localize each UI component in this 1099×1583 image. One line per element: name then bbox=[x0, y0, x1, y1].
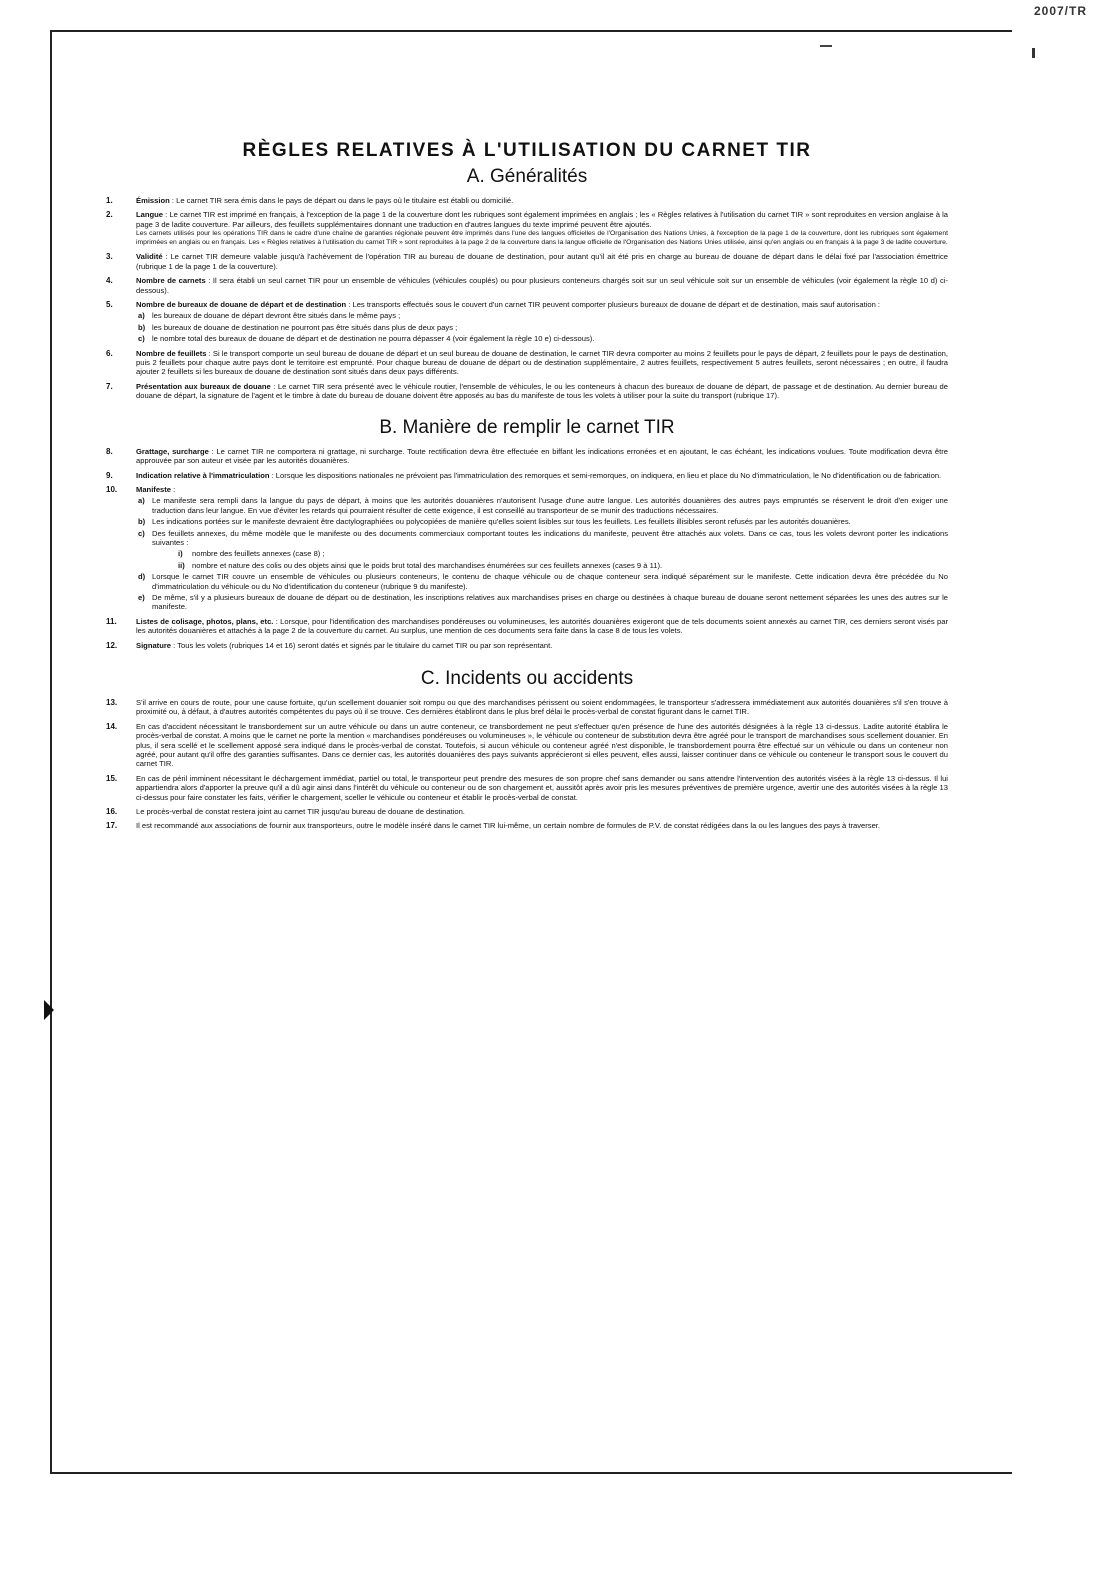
sub-item bbox=[138, 529, 948, 571]
rule-item bbox=[106, 252, 948, 271]
rule-text: : Le carnet TIR sera émis dans le pays de départ ou dans le pays où le titulaire est établi ou domicilié. bbox=[169, 196, 514, 205]
rule-title: Émission bbox=[136, 196, 170, 205]
rule-text: : Le carnet TIR est imprimé en français, à l'exception de la page 1 de la couverture dont les rubriques sont également imprimées en anglais ; les « Règles relatives à l'utilisation du carnet TIR » sont reproduites en version anglaise à la page 3 de ladite couverture. Par ailleurs, des feuillets supplémentaires donnant une traduction en d'autres langues du texte imprimé peuvent être ajoutés. bbox=[136, 210, 948, 229]
sub-letter: c) bbox=[138, 334, 145, 344]
top-dash-mark bbox=[820, 45, 832, 47]
rule-number: 1. bbox=[106, 196, 113, 205]
sub-text: les bureaux de douane de départ devront être situés dans le même pays ; bbox=[152, 311, 401, 321]
rule-item bbox=[106, 774, 948, 802]
rule-text: S'il arrive en cours de route, pour une cause fortuite, qu'un scellement douanier soit rompu ou que des marchandises périssent ou soient endommagées, le transporteur s'adressera immédiatement aux autorités douanières s'il s'en trouve à proximité ou, à défaut, à d'autres autorités compétentes du pays où il se trouve. Ces dernières établiront dans le plus bref délai le procès-verbal de constat figurant dans le carnet TIR. bbox=[136, 698, 948, 717]
rule-item bbox=[106, 698, 948, 717]
sub-item bbox=[138, 496, 948, 515]
side-arrow-icon bbox=[44, 1000, 54, 1020]
rule-text: : Lorsque, pour l'identification des marchandises pondéreuses ou volumineuses, les autorités douanières exigeront que de tels documents soient annexés au carnet TIR, ces derniers seront visés par les autorités douanières et attachés à la page 2 de la couverture du carnet. Au surplus, une mention de ces documents sera faite dans la case 8 de tous les volets. bbox=[136, 616, 948, 636]
subsub-item bbox=[178, 549, 948, 558]
rule-item bbox=[106, 617, 948, 636]
rule-title: Grattage, surcharge bbox=[136, 446, 209, 456]
rule-item bbox=[106, 300, 948, 344]
subsub-text: nombre des feuillets annexes (case 8) ; bbox=[192, 549, 325, 559]
rule-body bbox=[136, 471, 948, 480]
rule-title: Signature bbox=[136, 640, 172, 650]
sub-letter: d) bbox=[138, 572, 146, 582]
rule-text: : Tous les volets (rubriques 14 et 16) seront datés et signés par le titulaire du carnet TIR ou par son représentant. bbox=[171, 640, 553, 650]
rule-item bbox=[106, 471, 948, 480]
subsub-text: nombre et nature des colis ou des objets ainsi que le poids brut total des marchandises énumérées sur ces feuillets annexes (cases 9 à 11). bbox=[192, 560, 663, 570]
rule-title: Présentation aux bureaux de douane bbox=[136, 381, 271, 391]
rule-text: : Si le transport comporte un seul bureau de douane de départ et un seul bureau de douane de destination, le carnet TIR devra comporter au moins 2 feuillets pour le pays de départ, 2 feuillets pour le pays de destination, puis 2 feuillets pour chaque autre pays dont le territoire est emprunté. Pour chaque bureau de douane de départ ou de destination supplémentaire, 2 autres feuillets, respectivement 5 autres feuillets, seront nécessaires ; en outre, il faudra ajouter 2 feuillets si les bureaux de douane de destination sont situés dans deux pays différents. bbox=[136, 348, 949, 377]
rule-item bbox=[106, 382, 948, 401]
subsub-number: ii) bbox=[178, 560, 185, 570]
section-heading: B. Manière de remplir le carnet TIR bbox=[379, 416, 675, 438]
sub-item bbox=[138, 593, 948, 612]
rule-body bbox=[136, 774, 948, 802]
document-title: RÈGLES RELATIVES À L'UTILISATION DU CARNET TIR bbox=[242, 140, 812, 161]
rule-text: Il est recommandé aux associations de fournir aux transporteurs, outre le modèle inséré dans le carnet TIR lui-même, un certain nombre de formules de P.V. de constat rédigées dans la ou les langues des pays à traverser. bbox=[136, 821, 881, 831]
rule-title: Langue bbox=[136, 210, 164, 220]
corner-mark: 2007/TR bbox=[1033, 4, 1087, 18]
rule-title: Manifeste bbox=[136, 484, 172, 494]
sub-text: De même, s'il y a plusieurs bureaux de douane de départ ou de destination, les inscriptions relatives aux marchandises prises en charge ou destinées à chaque bureau de douane seront nettement séparées les unes des autres sur le manifeste. bbox=[152, 592, 948, 612]
sub-letter: c) bbox=[138, 528, 145, 538]
sub-item bbox=[138, 517, 948, 526]
rule-text: : Les transports effectués sous le couvert d'un carnet TIR peuvent comporter plusieurs bureaux de douane de départ et de destination, mais sauf autorisation : bbox=[346, 300, 881, 310]
section-heading: C. Incidents ou accidents bbox=[420, 668, 634, 689]
rule-title: Validité bbox=[136, 252, 163, 262]
rule-body bbox=[136, 210, 948, 247]
rule-item bbox=[106, 447, 948, 466]
subsub-item bbox=[178, 561, 948, 570]
rule-title: Listes de colisage, photos, plans, etc. bbox=[136, 616, 274, 626]
rule-item bbox=[106, 821, 948, 830]
rule-item bbox=[106, 349, 948, 377]
rule-body bbox=[136, 276, 948, 295]
rule-text: : Le carnet TIR ne comportera ni grattage, ni surcharge. Toute rectification devra être effectuée en biffant les indications erronées et en ajoutant, le cas échéant, les indications voulues. Toute modification devra être approuvée par son auteur et visée par les autorités douanières. bbox=[136, 446, 948, 466]
rule-body bbox=[136, 617, 948, 636]
rule-item bbox=[106, 210, 948, 247]
rule-item bbox=[106, 196, 948, 205]
sub-item bbox=[138, 323, 948, 332]
section bbox=[106, 166, 948, 401]
rule-body bbox=[136, 698, 948, 717]
sub-letter: a) bbox=[138, 311, 145, 321]
rule-number: 8. bbox=[106, 446, 113, 456]
sub-letter: b) bbox=[138, 517, 146, 527]
rule-item bbox=[106, 807, 948, 816]
sub-item bbox=[138, 334, 948, 343]
sub-body bbox=[152, 572, 948, 591]
rule-body bbox=[136, 722, 948, 769]
rule-body bbox=[136, 641, 948, 650]
rule-number: 11. bbox=[106, 616, 117, 626]
rule-number: 5. bbox=[106, 300, 113, 310]
sub-body bbox=[152, 517, 948, 526]
sub-letter: a) bbox=[138, 496, 145, 506]
sub-body bbox=[152, 593, 948, 612]
rule-item bbox=[106, 641, 948, 650]
rule-title: Nombre de carnets bbox=[136, 276, 206, 286]
rule-title: Nombre de feuillets bbox=[136, 348, 207, 358]
rule-number: 7. bbox=[106, 381, 113, 391]
rule-number: 14. bbox=[106, 721, 118, 731]
rule-text: : Le carnet TIR sera présenté avec le véhicule routier, l'ensemble de véhicules, le ou les conteneurs à chacun des bureaux de douane de départ, de passage et de destination. Au dernier bureau de douane de départ, la signature de l'agent et le timbre à date du bureau de douane doivent être apposés au bas du manifeste de tous les volets à utiliser pour la suite du transport (rubrique 17). bbox=[136, 381, 948, 401]
rule-number: 3. bbox=[106, 252, 113, 262]
rule-text: Le procès-verbal de constat restera joint au carnet TIR jusqu'au bureau de douane de destination. bbox=[136, 807, 465, 817]
sub-text: Les indications portées sur le manifeste devraient être dactylographiées ou polycopiées de manière qu'elles soient lisibles sur tous les feuillets. Les feuillets illisibles seront refusés par les autorités douanières. bbox=[152, 517, 851, 527]
sections-container bbox=[106, 166, 948, 831]
sub-body bbox=[152, 529, 948, 571]
section-heading: A. Généralités bbox=[466, 166, 588, 187]
rule-title: Nombre de bureaux de douane de départ et de destination bbox=[136, 300, 347, 310]
rule-text: En cas de péril imminent nécessitant le déchargement immédiat, partiel ou total, le transporteur peut prendre des mesures de son propre chef sans demander ou sans attendre l'intervention des autorités visées à la règle 13 ci-dessus. Il lui appartiendra alors d'apporter la preuve qu'il a dû agir ainsi dans l'intérêt du véhicule ou conteneur ou de son chargement et, aussitôt après avoir pris les mesures préventives de première urgence, avertir une des autorités visées à la règle 13 ci-dessus pour faire constater les faits, vérifier le chargement, sceller le véhicule ou conteneur et établir le procès-verbal de constat. bbox=[136, 773, 948, 802]
sub-body bbox=[152, 334, 948, 343]
rule-number: 13. bbox=[106, 698, 118, 707]
sub-body bbox=[152, 323, 948, 332]
rule-body bbox=[136, 300, 948, 344]
sub-item bbox=[138, 572, 948, 591]
section bbox=[106, 668, 948, 831]
rule-number: 2. bbox=[106, 210, 113, 220]
rule-text: : Lorsque les dispositions nationales ne prévoient pas l'immatriculation des remorques et semi-remorques, on indiquera, en lieu et place du No d'immatriculation, le No d'identification ou de fabrication. bbox=[269, 470, 942, 480]
rule-item bbox=[106, 276, 948, 295]
rule-text: : Il sera établi un seul carnet TIR pour un ensemble de véhicules (véhicules couplés) ou pour plusieurs conteneurs chargés soit sur un seul véhicule soit sur un ensemble de véhicules (voir également la règle 10 d) ci-dessous). bbox=[136, 276, 949, 295]
rule-body bbox=[136, 485, 948, 612]
rule-body bbox=[136, 252, 948, 271]
sub-body bbox=[152, 496, 948, 515]
rule-body bbox=[136, 447, 948, 466]
rule-number: 16. bbox=[106, 807, 118, 817]
sub-letter: e) bbox=[138, 592, 145, 602]
rule-body bbox=[136, 196, 948, 205]
rule-number: 9. bbox=[106, 470, 113, 480]
rule-text: En cas d'accident nécessitant le transbordement sur un autre véhicule ou dans un autre conteneur, ce transbordement ne peut s'effectuer qu'en présence de l'une des autorités désignées à la règle 13 ci-dessus. Ladite autorité établira le procès-verbal de constat. A moins que le carnet ne porte la mention « marchandises pondéreuses ou volumineuses », le véhicule ou conteneur de substitution devra être agréé pour le transport de marchandises sous scellement douanier. En plus, il sera scellé et le scellement apposé sera indiqué dans le procès-verbal de constat. Toutefois, si aucun véhicule ou conteneur agréé n'est disponible, le transbordement pourra être effectué sur un véhicule ou dans un conteneur non agréé, pour autant qu'il offre des garanties suffisantes. Dans ce dernier cas, les autorités douanières des pays suivants apprécieront si elles peuvent, elles aussi, laisser continuer dans ce véhicule ou conteneur le transport sous le couvert du carnet TIR. bbox=[136, 721, 948, 769]
rule-note: Les carnets utilisés pour les opérations TIR dans le cadre d'une chaîne de garanties régionale peuvent être imprimés dans l'une des langues officielles de l'Organisation des Nations Unies, à l'exception de la page 1 de la couverture, dont les rubriques sont également imprimées en anglais ou en français. Les « Règles relatives à l'utilisation du carnet TIR » sont reproduites à la page 2 de la couverture dans la langue officielle de l'Organisation des Nations Unies utilisée, ainsi qu'en anglais ou en français à la page 3 de ladite couverture. bbox=[136, 230, 948, 246]
rule-number: 6. bbox=[106, 348, 113, 358]
top-tick-mark bbox=[1032, 48, 1035, 58]
rule-title: Indication relative à l'immatriculation bbox=[136, 470, 270, 480]
sub-item bbox=[138, 311, 948, 320]
rule-item bbox=[106, 485, 948, 612]
rule-text: : bbox=[171, 484, 176, 494]
rule-number: 15. bbox=[106, 773, 118, 783]
rule-text: : Le carnet TIR demeure valable jusqu'à l'achèvement de l'opération TIR au bureau de douane de destination, pour autant qu'il ait été pris en charge au bureau de douane de départ dans le délai fixé par l'association émettrice (rubrique 1 de la page 1 de la couverture). bbox=[136, 252, 948, 271]
rule-item bbox=[106, 722, 948, 769]
sub-text: le nombre total des bureaux de douane de départ et de destination ne pourra dépasser 4 (voir également la règle 10 e) ci-dessous). bbox=[152, 334, 595, 344]
rule-number: 12. bbox=[106, 640, 118, 650]
rule-body bbox=[136, 382, 948, 401]
sub-letter: b) bbox=[138, 322, 146, 332]
rule-body bbox=[136, 349, 948, 377]
sub-text: les bureaux de douane de destination ne pourront pas être situés dans plus de deux pays ; bbox=[152, 322, 458, 332]
rule-body bbox=[136, 821, 948, 830]
sub-text: Lorsque le carnet TIR couvre un ensemble de véhicules ou plusieurs conteneurs, le contenu de chaque véhicule ou de chaque conteneur sera indiqué séparément sur le manifeste. Cette indication devra être précédée du No d'immatriculation du véhicule ou du No d'identification du conteneur (rubrique 9 du manifeste). bbox=[152, 572, 948, 591]
rule-number: 17. bbox=[106, 821, 118, 831]
document-content bbox=[106, 140, 948, 836]
sub-text: Des feuillets annexes, du même modèle que le manifeste ou des documents commerciaux comportant toutes les indications du manifeste, peuvent être attachés aux volets. Dans ce cas, tous les volets devront porter les indications suivantes : bbox=[152, 528, 948, 547]
rule-number: 10. bbox=[106, 484, 118, 494]
rule-number: 4. bbox=[106, 276, 113, 286]
subsub-number: i) bbox=[178, 549, 183, 559]
rule-body bbox=[136, 807, 948, 816]
sub-body bbox=[152, 311, 948, 320]
sub-text: Le manifeste sera rempli dans la langue du pays de départ, à moins que les autorités douanières n'autorisent l'usage d'une autre langue. Les autorités douanières des autres pays empruntés se réservent le droit d'en exiger une traduction dans leur langue. En vue d'éviter les retards qui pourraient résulter de cette exigence, il est conseillé au transporteur de se munir des traductions nécessaires. bbox=[152, 496, 948, 515]
section bbox=[106, 417, 948, 650]
